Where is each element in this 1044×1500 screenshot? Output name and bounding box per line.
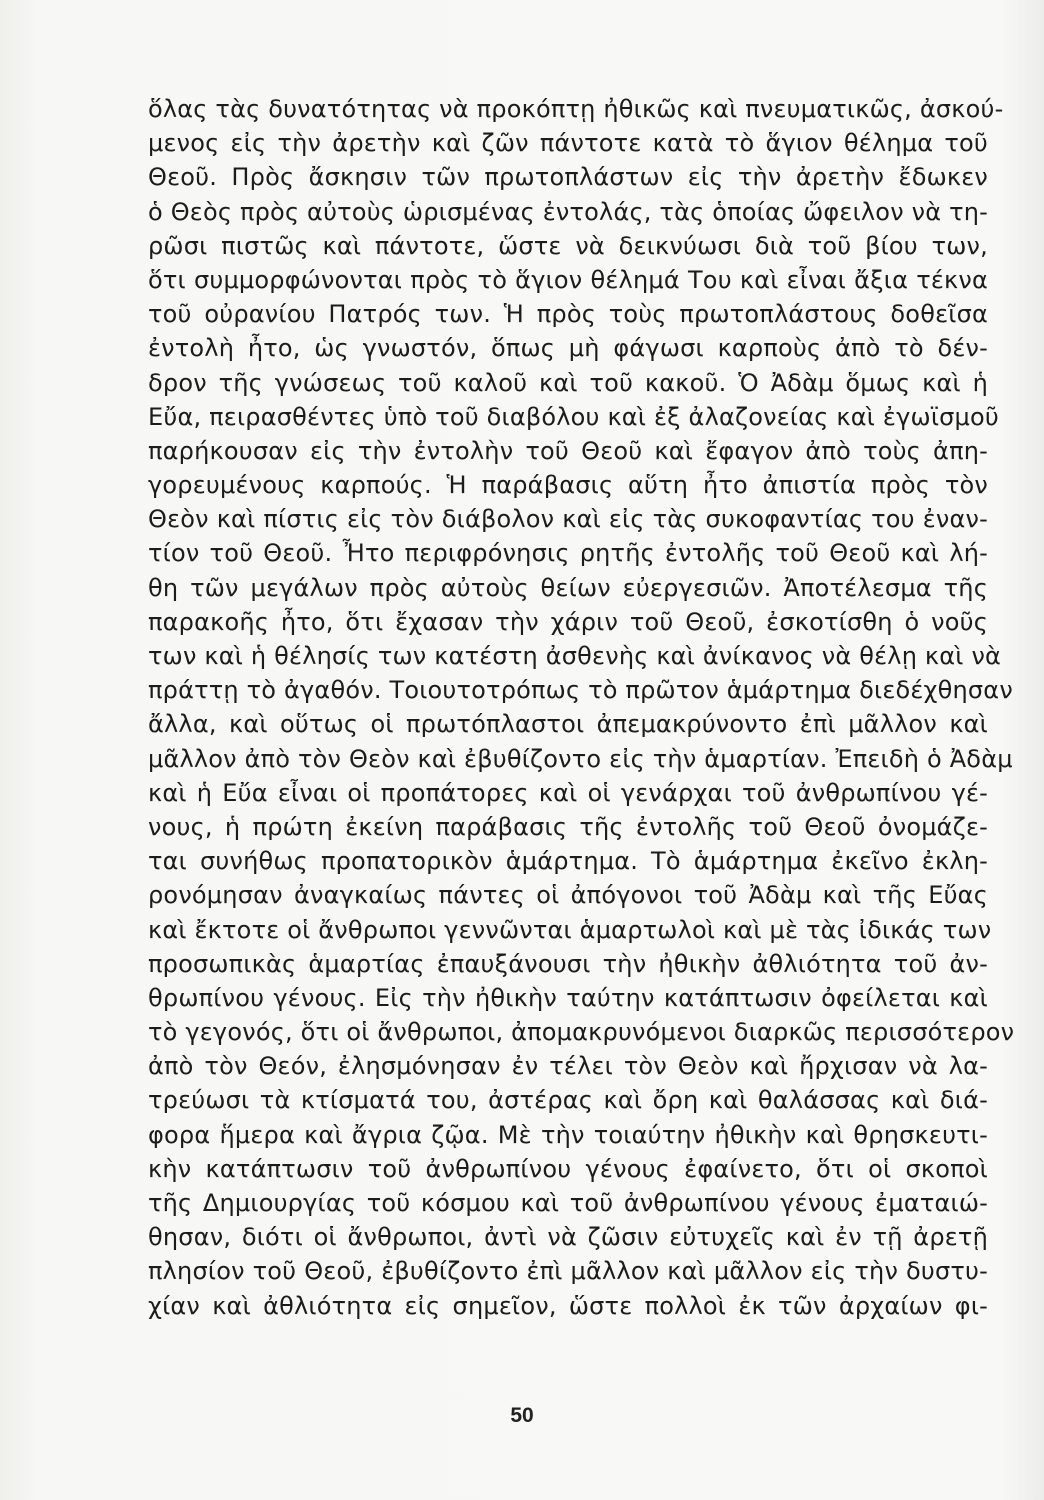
text-line: ται συνήθως προπατορικὸν ἁμάρτημα. Τὸ ἁμάρτημα ἐκεῖνο ἐκλη- (148, 847, 988, 876)
text-line: θη τῶν μεγάλων πρὸς αὐτοὺς θείων εὐεργεσιῶν. Ἀποτέλεσμα τῆς (148, 573, 988, 602)
text-line: φορα ἥμερα καὶ ἄγρια ζῷα. Μὲ τὴν τοιαύτην ἠθικὴν καὶ θρησκευτι- (148, 1120, 988, 1149)
text-line: τὸ γεγονός, ὅτι οἱ ἄνθρωποι, ἀπομακρυνόμενοι διαρκῶς περισσότερον (148, 1018, 1015, 1047)
text-line: τρεύωσι τὰ κτίσματά του, ἀστέρας καὶ ὄρη καὶ θαλάσσας καὶ διά- (148, 1086, 988, 1115)
text-line: των καὶ ἡ θέλησίς των κατέστη ἀσθενὴς καὶ ἀνίκανος νὰ θέλῃ καὶ νὰ (148, 642, 1002, 670)
text-line: ὅλας τὰς δυνατότητας νὰ προκόπτῃ ἠθικῶς καὶ πνευματικῶς, ἀσκού- (148, 95, 1004, 123)
text-line: καὶ ἡ Εὔα εἶναι οἱ προπάτορες καὶ οἱ γενάρχαι τοῦ ἀνθρωπίνου γέ- (148, 778, 988, 807)
text-line: ἄλλα, καὶ οὕτως οἱ πρωτόπλαστοι ἀπεμακρύνοντο ἐπὶ μᾶλλον καὶ (148, 710, 988, 739)
text-line: Εὔα, πειρασθέντες ὑπὸ τοῦ διαβόλου καὶ ἐξ ἀλαζονείας καὶ ἐγωϊσμοῦ (148, 402, 999, 431)
text-line: Θεοῦ. Πρὸς ἄσκησιν τῶν πρωτοπλάστων εἰς τὴν ἀρετὴν ἔδωκεν (148, 163, 988, 192)
text-line: Θεὸν καὶ πίστις εἰς τὸν διάβολον καὶ εἰς τὰς συκοφαντίας του ἐναν- (148, 505, 988, 534)
text-line: πλησίον τοῦ Θεοῦ, ἐβυθίζοντο ἐπὶ μᾶλλον καὶ μᾶλλον εἰς τὴν δυστυ- (148, 1257, 988, 1286)
text-line: καὶ ἔκτοτε οἱ ἄνθρωποι γεννῶνται ἁμαρτωλοὶ καὶ μὲ τὰς ἰδικάς των (148, 915, 992, 944)
text-line: νους, ἡ πρώτη ἐκείνη παράβασις τῆς ἐντολῆς τοῦ Θεοῦ ὀνομάζε- (148, 812, 988, 841)
text-line: παρακοῆς ἦτο, ὅτι ἔχασαν τὴν χάριν τοῦ Θεοῦ, ἐσκοτίσθη ὁ νοῦς (148, 607, 988, 636)
text-line: ἐντολὴ ἦτο, ὡς γνωστόν, ὅπως μὴ φάγωσι καρποὺς ἀπὸ τὸ δέν- (148, 334, 988, 363)
text-line: χίαν καὶ ἀθλιότητα εἰς σημεῖον, ὥστε πολλοὶ ἐκ τῶν ἀρχαίων φι- (148, 1291, 988, 1320)
text-line: πράττῃ τὸ ἀγαθόν. Τοιουτοτρόπως τὸ πρῶτον ἁμάρτημα διεδέχθησαν (148, 676, 1013, 705)
body-text (148, 92, 1015, 1323)
text-line: παρήκουσαν εἰς τὴν ἐντολὴν τοῦ Θεοῦ καὶ ἔφαγον ἀπὸ τοὺς ἀπη- (148, 436, 988, 465)
text-line: ρονόμησαν ἀναγκαίως πάντες οἱ ἀπόγονοι τοῦ Ἀδὰμ καὶ τῆς Εὔας (148, 881, 988, 910)
text-line: ὁ Θεὸς πρὸς αὐτοὺς ὡρισμένας ἐντολάς, τὰς ὁποίας ὤφειλον νὰ τη- (148, 197, 989, 226)
text-line: τῆς Δημιουργίας τοῦ κόσμου καὶ τοῦ ἀνθρωπίνου γένους ἐματαιώ- (148, 1189, 988, 1217)
text-line: τίον τοῦ Θεοῦ. Ἦτο περιφρόνησις ρητῆς ἐντολῆς τοῦ Θεοῦ καὶ λή- (148, 539, 988, 568)
text-line: δρον τῆς γνώσεως τοῦ καλοῦ καὶ τοῦ κακοῦ. Ὁ Ἀδὰμ ὅμως καὶ ἡ (148, 368, 988, 397)
text-line: ὅτι συμμορφώνονται πρὸς τὸ ἅγιον θέλημά Του καὶ εἶναι ἄξια τέκνα (148, 265, 988, 294)
text-line: θησαν, διότι οἱ ἄνθρωποι, ἀντὶ νὰ ζῶσιν εὐτυχεῖς καὶ ἐν τῇ ἀρετῇ (148, 1223, 988, 1252)
text-line: θρωπίνου γένους. Εἰς τὴν ἠθικὴν ταύτην κατάπτωσιν ὀφείλεται καὶ (148, 983, 988, 1012)
text-line: ρῶσι πιστῶς καὶ πάντοτε, ὥστε νὰ δεικνύωσι διὰ τοῦ βίου των, (148, 231, 988, 260)
text-line: τοῦ οὐρανίου Πατρός των. Ἡ πρὸς τοὺς πρωτοπλάστους δοθεῖσα (148, 300, 988, 329)
text-line: ἀπὸ τὸν Θεόν, ἐλησμόνησαν ἐν τέλει τὸν Θεὸν καὶ ἤρχισαν νὰ λα- (148, 1052, 988, 1081)
page-number: 50 (510, 1404, 534, 1427)
text-line: κὴν κατάπτωσιν τοῦ ἀνθρωπίνου γένους ἐφαίνετο, ὅτι οἱ σκοποὶ (148, 1154, 988, 1183)
text-line: προσωπικὰς ἁμαρτίας ἐπαυξάνουσι τὴν ἠθικὴν ἀθλιότητα τοῦ ἀν- (148, 949, 988, 978)
text-line: μενος εἰς τὴν ἀρετὴν καὶ ζῶν πάντοτε κατὰ τὸ ἅγιον θέλημα τοῦ (148, 129, 988, 158)
text-line: μᾶλλον ἀπὸ τὸν Θεὸν καὶ ἐβυθίζοντο εἰς τὴν ἁμαρτίαν. Ἐπειδὴ ὁ Ἀδὰμ (148, 744, 1013, 773)
text-line: γορευμένους καρπούς. Ἡ παράβασις αὕτη ἦτο ἀπιστία πρὸς τὸν (148, 471, 988, 500)
